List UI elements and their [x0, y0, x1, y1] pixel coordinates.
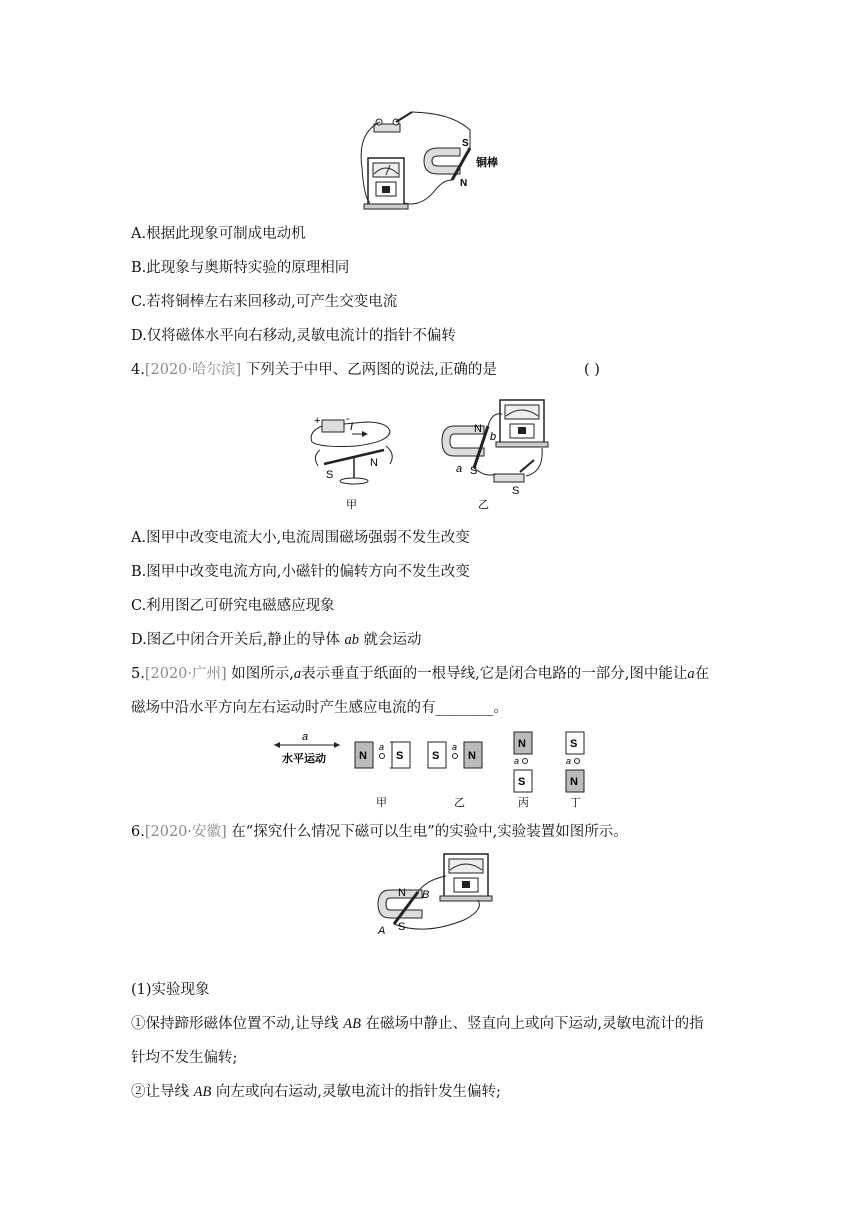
q6-observation-1	[131, 1014, 704, 1034]
q3-figure	[352, 108, 512, 214]
q6-stem-text: 在“探究什么情况下磁可以生电”的实验中,实验装置如图所示。	[231, 824, 628, 840]
q6-sub1: (1)实验现象	[131, 982, 210, 998]
q5-fig-motion-label: 水平运动	[282, 753, 326, 765]
q4-option-d-text: D.图乙中闭合开关后,静止的导体	[131, 632, 345, 648]
svg-text:a: a	[566, 756, 572, 766]
q6-fig-a-label: A	[378, 925, 386, 937]
magnet-bing	[514, 732, 532, 792]
q4-option-a: A.图甲中改变电流大小,电流周围磁场强弱不发生改变	[131, 530, 470, 546]
q4-number: 4.	[131, 362, 145, 378]
svg-text:S: S	[396, 750, 404, 762]
q5-label-jia: 甲	[376, 797, 387, 809]
q6-figure	[374, 850, 504, 938]
yi-switch-s-label: S	[512, 485, 520, 497]
jia-minus-label: -	[346, 413, 350, 425]
q3-option-b: B.此现象与奥斯特实验的原理相同	[131, 260, 350, 276]
q6-stem	[131, 822, 628, 842]
q3-option-d: D.仅将磁体水平向右移动,灵敏电流计的指针不偏转	[131, 328, 456, 344]
q6-observation-2	[131, 1082, 501, 1102]
svg-text:N: N	[570, 776, 578, 788]
magnet-jia	[355, 742, 410, 768]
q4-figure-yi	[440, 396, 560, 514]
q3-rod-label: 铜棒	[476, 157, 498, 169]
yi-n-label: N	[474, 423, 482, 435]
jia-plus-label: +	[314, 415, 321, 427]
q5-stem-line2: 磁场中沿水平方向左右运动时产生感应电流的有________。	[131, 700, 508, 716]
svg-text:N: N	[468, 750, 476, 762]
q4-option-c: C.利用图乙可研究电磁感应现象	[131, 598, 335, 614]
q5-stem-text: 如图所示,	[231, 666, 294, 682]
q5-label-ding: 丁	[570, 797, 581, 809]
q6-number: 6.	[131, 824, 145, 840]
q5-stem-text2: 表示垂直于纸面的一根导线,它是闭合电路的一部分,图中能让	[301, 666, 688, 682]
q5-figure	[270, 728, 600, 810]
q6-obs1-var: AB	[343, 1016, 361, 1032]
jia-caption: 甲	[346, 499, 357, 511]
q5-stem-text3: 在	[694, 666, 710, 682]
q3-option-a: A.根据此现象可制成电动机	[131, 226, 306, 242]
q4-text: 下列关于中甲、乙两图的说法,正确的是	[245, 362, 497, 378]
q6-fig-s-label: S	[398, 921, 406, 933]
q5-stem	[131, 664, 709, 684]
q3-option-c: C.若将铜棒左右来回移动,可产生交变电流	[131, 294, 398, 310]
q6-fig-n-label: N	[398, 887, 406, 899]
q5-stem-var2: a	[687, 666, 695, 682]
svg-text:S: S	[518, 776, 526, 788]
q6-obs1-text2: 在磁场中静止、竖直向上或向下运动,灵敏电流计的指	[360, 1016, 704, 1032]
jia-s-label: S	[326, 469, 334, 481]
q6-observation-1-line2: 针均不发生偏转;	[131, 1050, 238, 1066]
svg-text:S: S	[570, 738, 578, 750]
q5-label-bing: 丙	[518, 797, 529, 809]
q6-obs2-text2: 向左或向右运动,灵敏电流计的指针发生偏转;	[211, 1084, 501, 1100]
svg-text:S: S	[432, 750, 440, 762]
yi-s-label: S	[470, 465, 478, 477]
q5-number: 5.	[131, 666, 145, 682]
q4-answer-bracket: ( )	[584, 362, 600, 378]
svg-text:a: a	[379, 742, 385, 752]
q6-fig-b-label: B	[422, 889, 430, 901]
q6-source: [2020·安徽]	[144, 824, 227, 840]
yi-caption: 乙	[478, 499, 489, 511]
svg-text:N: N	[359, 750, 367, 762]
yi-a-label: a	[456, 463, 463, 475]
yi-b-label: b	[490, 431, 497, 443]
q4-option-d-text2: 就会运动	[358, 632, 422, 648]
q4-option-d-var: ab	[344, 632, 359, 648]
q4-option-b: B.图甲中改变电流方向,小磁针的偏转方向不发生改变	[131, 564, 470, 580]
magnet-yi	[428, 742, 482, 768]
q6-obs1-text: ①保持蹄形磁体位置不动,让导线	[131, 1016, 344, 1032]
q5-fig-a-label: a	[302, 731, 309, 743]
q5-source: [2020·广州]	[144, 666, 227, 682]
jia-n-label: N	[370, 457, 378, 469]
jia-current-label: I	[350, 421, 354, 433]
q4-option-d	[131, 630, 422, 650]
q5-stem-var: a	[293, 666, 302, 682]
q4-source: [2020·哈尔滨]	[144, 362, 242, 378]
svg-text:a: a	[514, 756, 520, 766]
q4-stem	[131, 360, 497, 380]
q6-obs2-text: ②让导线	[131, 1084, 194, 1100]
magnet-ding	[566, 732, 584, 792]
svg-text:N: N	[518, 738, 526, 750]
q3-n-label: N	[460, 178, 468, 189]
horseshoe-magnet	[424, 148, 460, 174]
galvanometer	[364, 158, 408, 209]
q6-obs2-var: AB	[193, 1084, 212, 1100]
svg-text:a: a	[452, 742, 458, 752]
q4-figure-jia	[306, 410, 406, 514]
q3-s-label: S	[462, 138, 469, 149]
q5-label-yi: 乙	[454, 797, 465, 809]
